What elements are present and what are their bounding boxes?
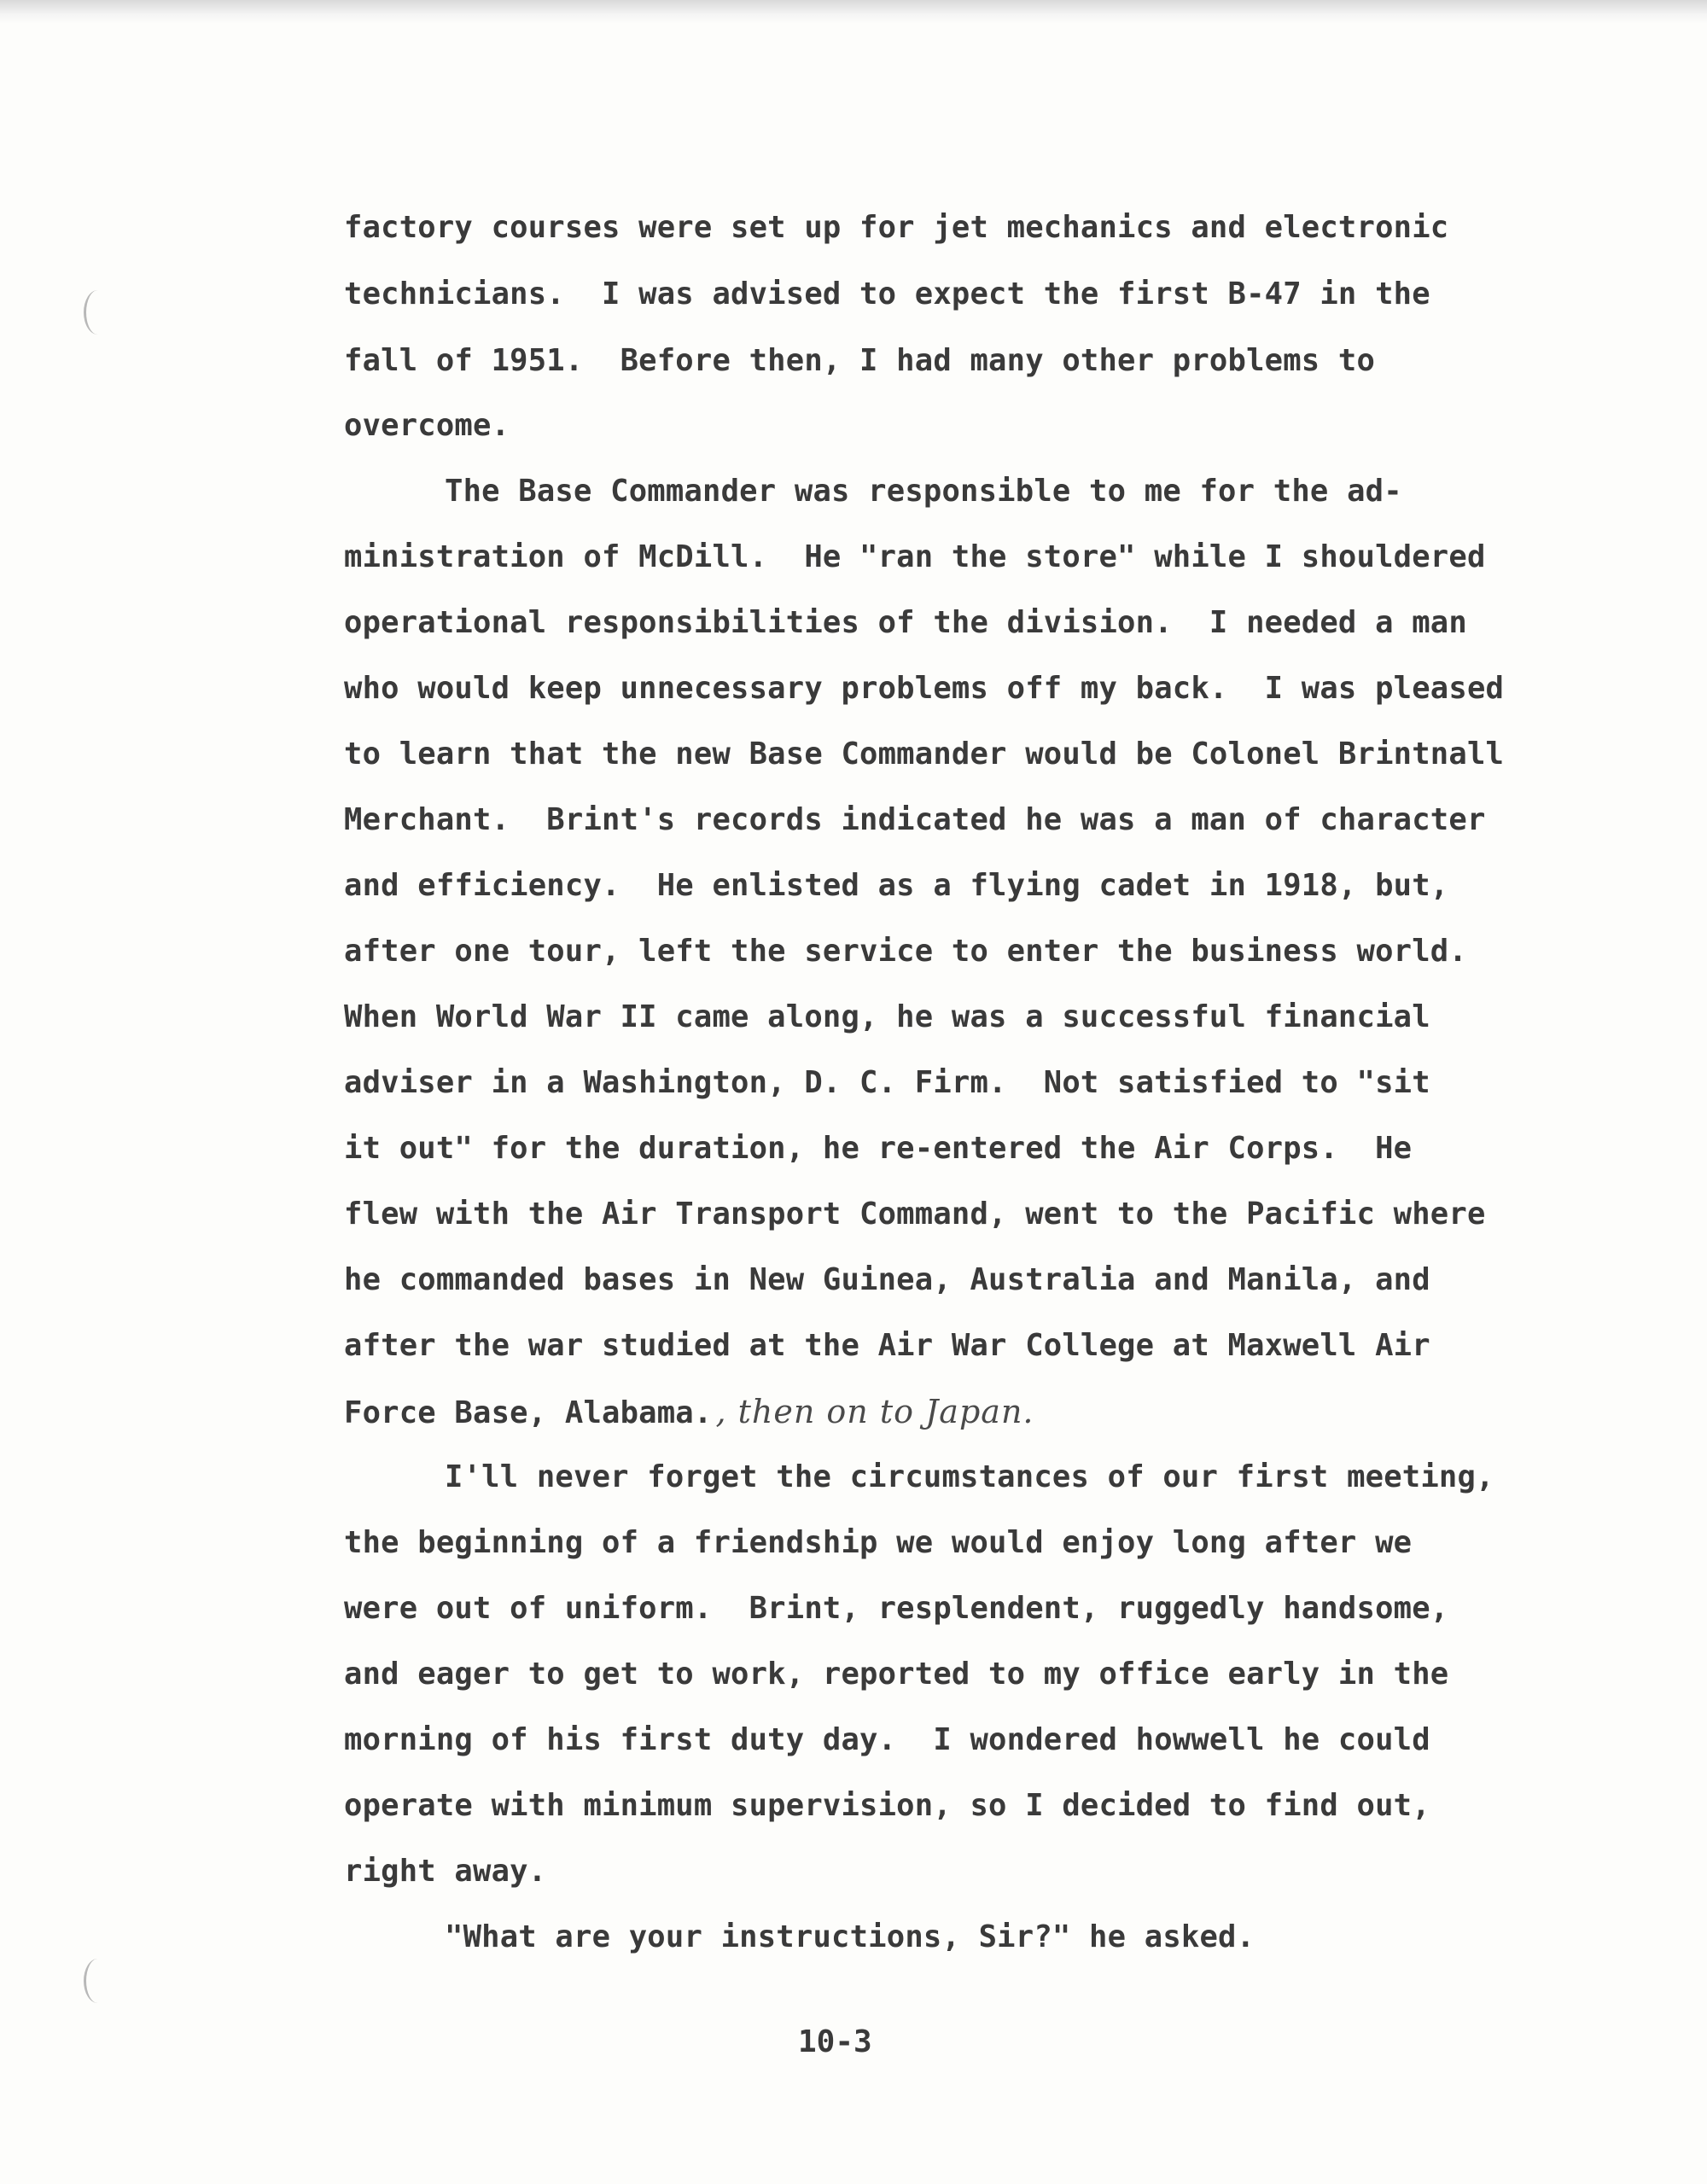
text-line: he commanded bases in New Guinea, Australia and Manila, and [344,1262,1430,1297]
binding-hole-mark [84,1959,112,2003]
text-line: The Base Commander was responsible to me for the ad- [445,474,1402,509]
text-line: fall of 1951. Before then, I had many other problems to [344,343,1376,378]
text-line: When World War II came along, he was a successful financial [344,999,1430,1034]
text-line: Force Base, Alabama. [344,1395,713,1430]
handwritten-annotation: , then on to Japan. [715,1393,1034,1430]
text-line: and efficiency. He enlisted as a flying cadet in 1918, but, [344,868,1449,903]
text-line: Merchant. Brint's records indicated he was a man of character [344,802,1486,837]
text-line: I'll never forget the circumstances of our first meeting, [445,1459,1494,1494]
text-line: after the war studied at the Air War College at Maxwell Air [344,1328,1430,1363]
text-line: overcome. [344,408,510,443]
text-line: were out of uniform. Brint, resplendent, ruggedly handsome, [344,1591,1449,1626]
binding-hole-mark [84,290,112,335]
text-line: technicians. I was advised to expect the first B-47 in the [344,277,1430,312]
text-line: morning of his first duty day. I wondered howwell he could [344,1722,1430,1757]
text-line: it out" for the duration, he re-entered the Air Corps. He [344,1131,1413,1166]
text-line: who would keep unnecessary problems off my back. I was pleased [344,671,1505,706]
text-line: the beginning of a friendship we would enjoy long after we [344,1525,1413,1560]
text-line: and eager to get to work, reported to my office early in the [344,1657,1449,1692]
page-number: 10-3 [798,2024,872,2059]
text-line-with-annotation [344,1395,1034,1430]
text-line: right away. [344,1854,547,1889]
text-line: flew with the Air Transport Command, went to the Pacific where [344,1197,1486,1232]
text-line: operate with minimum supervision, so I decided to find out, [344,1788,1430,1823]
scan-top-edge [0,0,1707,24]
text-line: factory courses were set up for jet mechanics and electronic [344,210,1449,245]
text-line: ministration of McDill. He "ran the store" while I shouldered [344,539,1486,574]
text-line: adviser in a Washington, D. C. Firm. Not satisfied to "sit [344,1065,1430,1100]
text-line: after one tour, left the service to enter the business world. [344,934,1467,969]
text-line: operational responsibilities of the division. I needed a man [344,605,1467,640]
text-line: "What are your instructions, Sir?" he asked. [445,1919,1255,1954]
text-line: to learn that the new Base Commander would be Colonel Brintnall [344,737,1505,772]
